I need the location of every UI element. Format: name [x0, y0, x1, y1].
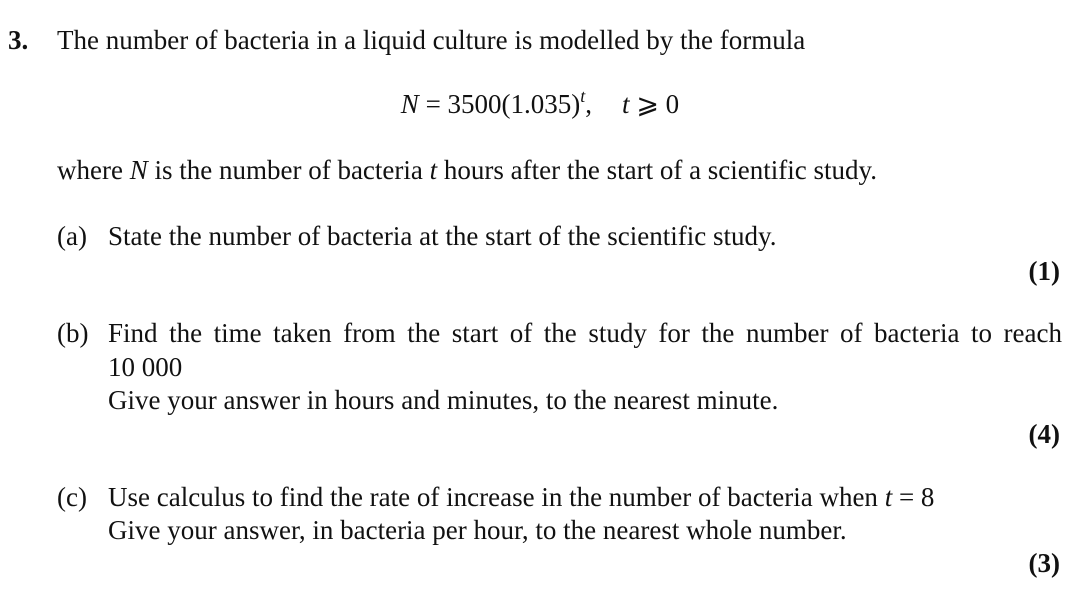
part-c-variable-t: t [884, 482, 893, 512]
formula-variable-n: N [400, 89, 419, 119]
where-variable-n: N [129, 155, 148, 185]
formula-base: 3500(1.035) [447, 89, 581, 119]
part-c-marks: (3) [1028, 548, 1060, 578]
formula-exponent: t [580, 86, 586, 106]
question-number: 3. [8, 25, 29, 55]
where-middle: is the number of bacteria [147, 155, 430, 185]
part-b-line-1: Find the time taken from the start of the study for the number of bacteria to reach [108, 318, 1062, 348]
where-variable-t: t [429, 155, 438, 185]
formula [0, 88, 1080, 120]
part-a-label: (a) [57, 221, 87, 251]
part-c-line-1-suffix: = 8 [892, 482, 935, 512]
where-prefix: where [57, 155, 130, 185]
part-b-line-3: Give your answer in hours and minutes, to the nearest minute. [108, 385, 779, 415]
formula-condition: ⩾ 0 [629, 89, 680, 119]
part-c-line-1-prefix: Use calculus to find the rate of increase in the number of bacteria when [108, 482, 885, 512]
part-b-marks: (4) [1028, 419, 1060, 449]
part-b-label: (b) [57, 318, 89, 348]
formula-condition-variable: t [622, 89, 630, 119]
where-suffix: hours after the start of a scientific study. [437, 155, 878, 185]
formula-equals: = [418, 89, 448, 119]
part-a-text: State the number of bacteria at the start of the scientific study. [108, 221, 777, 251]
part-c-label: (c) [57, 482, 87, 512]
part-b-line-2: 10 000 [108, 352, 183, 382]
part-c-line-1 [108, 481, 934, 513]
part-a-marks: (1) [1028, 256, 1060, 286]
formula-comma: , [585, 89, 593, 119]
question-intro: The number of bacteria in a liquid culture is modelled by the formula [57, 25, 806, 55]
part-c-line-2: Give your answer, in bacteria per hour, to the nearest whole number. [108, 515, 847, 545]
where-clause [57, 154, 877, 186]
